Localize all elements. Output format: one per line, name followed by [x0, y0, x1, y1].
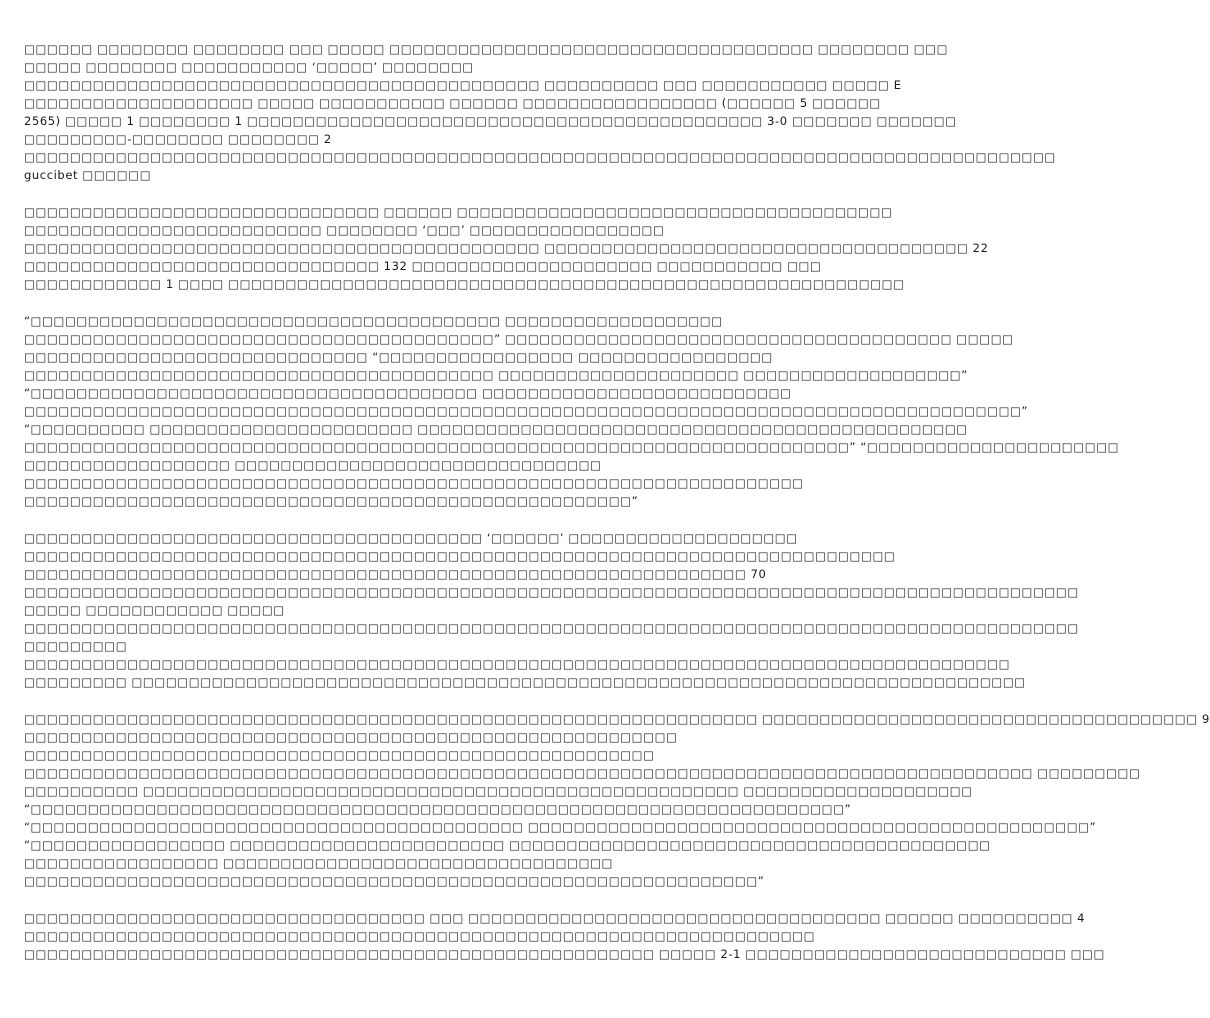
text-line: □□□□□□□□□□□□□□□□□□□□□□□□□□□□□□□□□□□□□□□□□□□□□□□□□□□□□□□ □□□□□ 2-1 □□□□□□□□□□□□□□□□□□□□□□□□□□□□ □□□	[24, 947, 1105, 961]
text-line: □□□□□□□□□□□□□□□□□□□□□□□□□□□□□□□□□□□□□□□□□□□□□□□□□□□□□□□□□□□□□□□□□□□□	[24, 476, 804, 490]
text-line: □□□□□□□□□□□□ 1 □□□□ □□□□□□□□□□□□□□□□□□□□□□□□□□□□□□□□□□□□□□□□□□□□□□□□□□□□□□□□□□□	[24, 277, 905, 291]
text-line: □□□□□□□□□□□□□□□□□□□□□□□□□□□□□□□ 132 □□□□□□□□□□□□□□□□□□□□□ □□□□□□□□□□□ □□□	[24, 259, 822, 273]
text-line: □□□□□□□□□□□□□□□□□□□□□□□□□□□□□□□□□□□□□□□□□□□□□□□□□□□□□□□□□□□□□□□□□□□□□□□□□□□□□□□□□□□□□□□□□□□□	[24, 585, 1079, 599]
text-line: □□□□□□□□□□□□□□□□□□□□□□□□□□□□□□□□□□□□□□□□□□□□□ □□□□□□□□□□□□□□□□□□□□□□□□□□□□□□□□□□□□□ 22	[24, 241, 989, 255]
text-line: □□□□□□□□□□□□□□□□□□□□□□□□□□□□□□□□□□□□□□□□□□□□□□□□□□□□□□□□□□□□□□□□ □□□□□□□□□□□□□□□□□□□□□□□□□□□□□□□□□□□□□□ 9	[24, 712, 1210, 726]
text-line: □□□□□□□□□□□□□□□□□□□□□□□□□□□□□□□ □□□□□□ □□□□□□□□□□□□□□□□□□□□□□□□□□□□□□□□□□□□□□	[24, 205, 893, 219]
text-line: “□□□□□□□□□□□□□□□□□ □□□□□□□□□□□□□□□□□□□□□□□□ □□□□□□□□□□□□□□□□□□□□□□□□□□□□□□□□□□□□□□□□□□	[24, 838, 991, 852]
text-line: □□□□□□□□□□□□□□□□□□□□□□□□□□ □□□□□□□□ ‘□□□’ □□□□□□□□□□□□□□□□□	[24, 223, 665, 237]
text-line: guccibet □□□□□□	[24, 168, 152, 182]
text-line: □□□□□□□□□□□□□□□□□□□□□□□□□□□□□□□□□□□□□□□□□□□□□□□□□□□□□□□□□□□□□□□□□□□□□□□□□□□□□□□□□□□□□□□□ □□□□□□□□□	[24, 766, 1141, 780]
text-line: □□□□□□□□□□□□□□□□□□□□□□□□□□□□□□□□□□□□□□□□□□□□□□□□□□□□□□□	[24, 748, 655, 762]
text-line: □□□□□□□□□□□□□□□□□□□□□□□□□□□□□□ “□□□□□□□□□□□□□□□□□ □□□□□□□□□□□□□□□□□	[24, 350, 773, 364]
text-line: □□□□□□□□□□□□□□□□□□□□□□□□□□□□□□□□□□□ □□□ □□□□□□□□□□□□□□□□□□□□□□□□□□□□□□□□□□□□ □□□□□□ □□□□□□□□□□ 4	[24, 911, 1086, 925]
text-line: □□□□□□□□□□□□□□□□□□□□□□□□□□□□□□□□□□□□□□□□□□□□□□□□□□□□□□□□□□□□□□□ 70	[24, 567, 767, 581]
text-line: □□□□□□□□□□□□□□□□□□□□□□□□□□□□□□□□□□□□□□□□□□□□□□□□□□□□□□□□□□□□□□□□□□□□□□□□□□□□□□□□□□□□□□□□□□	[24, 150, 1056, 164]
text-line: □□□□□□□□□□□□□□□□□□□□□□□□□□□□□□□□□□□□□□□□□□□□□□□□□□□□□□□□□□□□□□□□□□□□□□□□” “□□□□□□□□□□□□□□□□□□□□□□	[24, 440, 1120, 454]
text-line: □□□□□□□□□□□□□□□□□□□□□□□□□□□□□□□□□□□□□□□□□□□□□□□□□□□□□□□□□□□□□□□□□□□□□□□□□□□□□□□□□□□□□□□”	[24, 404, 1029, 418]
text-line: “□□□□□□□□□□□□□□□□□□□□□□□□□□□□□□□□□□□□□□□ □□□□□□□□□□□□□□□□□□□□□□□□□□□	[24, 386, 792, 400]
text-line: 2565) □□□□□ 1 □□□□□□□□ 1 □□□□□□□□□□□□□□□□□□□□□□□□□□□□□□□□□□□□□□□□□□□□□ 3-0 □□□□□□□ □□□□□□□	[24, 114, 957, 128]
article-paragraph-6	[24, 909, 1105, 963]
text-line: □□□□□□□□□□□□□□□□□□□□□□□□□□□□□□□□□□□□□□□□□□□□□□□□□□□□□□□□□□□□□□□□”	[24, 874, 765, 888]
text-line: □□□□□□□□□ □□□□□□□□□□□□□□□□□□□□□□□□□□□□□□□□□□□□□□□□□□□□□□□□□□□□□□□□□□□□□□□□□□□□□□□□□□□□□□	[24, 675, 1026, 689]
text-line: □□□□□ □□□□□□□□ □□□□□□□□□□□ ‘□□□□□’ □□□□□□□□	[24, 60, 474, 74]
article-paragraph-4	[24, 529, 1079, 691]
text-line: □□□□□ □□□□□□□□□□□□ □□□□□	[24, 603, 285, 617]
text-line: □□□□□□□□□□□□□□□□□□□□□□□□□□□□□□□□□□□□□□□□□□□□□ □□□□□□□□□□ □□□ □□□□□□□□□□□ □□□□□ E	[24, 78, 902, 92]
text-line: □□□□□□□□□□□□□□□□□□□□□□□□□□□□□□□□□□□□□□□□□□□□□□□□□□□□□□□□□□□□□□□□□□□□□	[24, 929, 816, 943]
article-paragraph-5	[24, 710, 1210, 890]
text-line: □□□□□□□□□□□□□□□□□□□□□□□□□□□□□□□□□□□□□□□□□□□□□□□□□□□□□”	[24, 494, 639, 508]
text-line: □□□□□□□□□□ □□□□□□□□□□□□□□□□□□□□□□□□□□□□□□□□□□□□□□□□□□□□□□□□□□□□ □□□□□□□□□□□□□□□□□□□□	[24, 784, 973, 798]
text-line: □□□□□□□□□□□□□□□□□□□□□□□□□□□□□□□□□□□□□□□□□□□□□□□□□□□□□□□□□	[24, 730, 678, 744]
text-line: “□□□□□□□□□□ □□□□□□□□□□□□□□□□□□□□□□□ □□□□□□□□□□□□□□□□□□□□□□□□□□□□□□□□□□□□□□□□□□□□□□□□	[24, 422, 968, 436]
text-line: “□□□□□□□□□□□□□□□□□□□□□□□□□□□□□□□□□□□□□□□□□□□□□□□□□□□□□□□□□□□□□□□□□□□□□□□”	[24, 802, 852, 816]
text-line: □□□□□□□□□□□□□□□□□□□□ □□□□□ □□□□□□□□□□□ □□□□□□ □□□□□□□□□□□□□□□□□ (□□□□□□ 5 □□□□□□	[24, 96, 881, 110]
text-line: “□□□□□□□□□□□□□□□□□□□□□□□□□□□□□□□□□□□□□□□□□ □□□□□□□□□□□□□□□□□□□	[24, 314, 723, 328]
text-line: □□□□□□□□□□□□□□□□□□□□□□□□□□□□□□□□□□□□□□□□□” □□□□□□□□□□□□□□□□□□□□□□□□□□□□□□□□□□□□□□□ □□□□□	[24, 332, 1014, 346]
text-line: □□□□□□□□□□□□□□□□□□ □□□□□□□□□□□□□□□□□□□□□□□□□□□□□□□□	[24, 458, 602, 472]
text-line: □□□□□□□□□	[24, 639, 128, 653]
text-line: □□□□□□□□□□□□□□□□□□□□□□□□□□□□□□□□□□□□□□□□□□□□□□□□□□□□□□□□□□□□□□□□□□□□□□□□□□□□□□□□□□□□□□	[24, 657, 1011, 671]
text-line: “□□□□□□□□□□□□□□□□□□□□□□□□□□□□□□□□□□□□□□□□□□□ □□□□□□□□□□□□□□□□□□□□□□□□□□□□□□□□□□□□□□□□□□□□□□□□□”	[24, 820, 1097, 834]
text-line: □□□□□□□□□□□□□□□□□□□□□□□□□□□□□□□□□□□□□□□□□ □□□□□□□□□□□□□□□□□□□□□ □□□□□□□□□□□□□□□□□□□”	[24, 368, 968, 382]
text-line: □□□□□□□□□□□□□□□□□□□□□□□□□□□□□□□□□□□□□□□□□□□□□□□□□□□□□□□□□□□□□□□□□□□□□□□□□□□□□□□□□□□□□□□□□□□□	[24, 621, 1079, 635]
text-line: □□□□□□ □□□□□□□□ □□□□□□□□ □□□ □□□□□ □□□□□□□□□□□□□□□□□□□□□□□□□□□□□□□□□□□□□ □□□□□□□□ □□□	[24, 42, 949, 56]
text-line: □□□□□□□□□-□□□□□□□□ □□□□□□□□ 2	[24, 132, 332, 146]
article-paragraph-1	[24, 40, 1056, 184]
text-line: □□□□□□□□□□□□□□□□□ □□□□□□□□□□□□□□□□□□□□□□□□□□□□□□□□□□	[24, 856, 613, 870]
article-paragraph-2	[24, 203, 989, 293]
text-line: □□□□□□□□□□□□□□□□□□□□□□□□□□□□□□□□□□□□□□□□ ‘□□□□□□’ □□□□□□□□□□□□□□□□□□□□	[24, 531, 798, 545]
article-paragraph-3	[24, 312, 1120, 510]
text-line: □□□□□□□□□□□□□□□□□□□□□□□□□□□□□□□□□□□□□□□□□□□□□□□□□□□□□□□□□□□□□□□□□□□□□□□□□□□□	[24, 549, 896, 563]
